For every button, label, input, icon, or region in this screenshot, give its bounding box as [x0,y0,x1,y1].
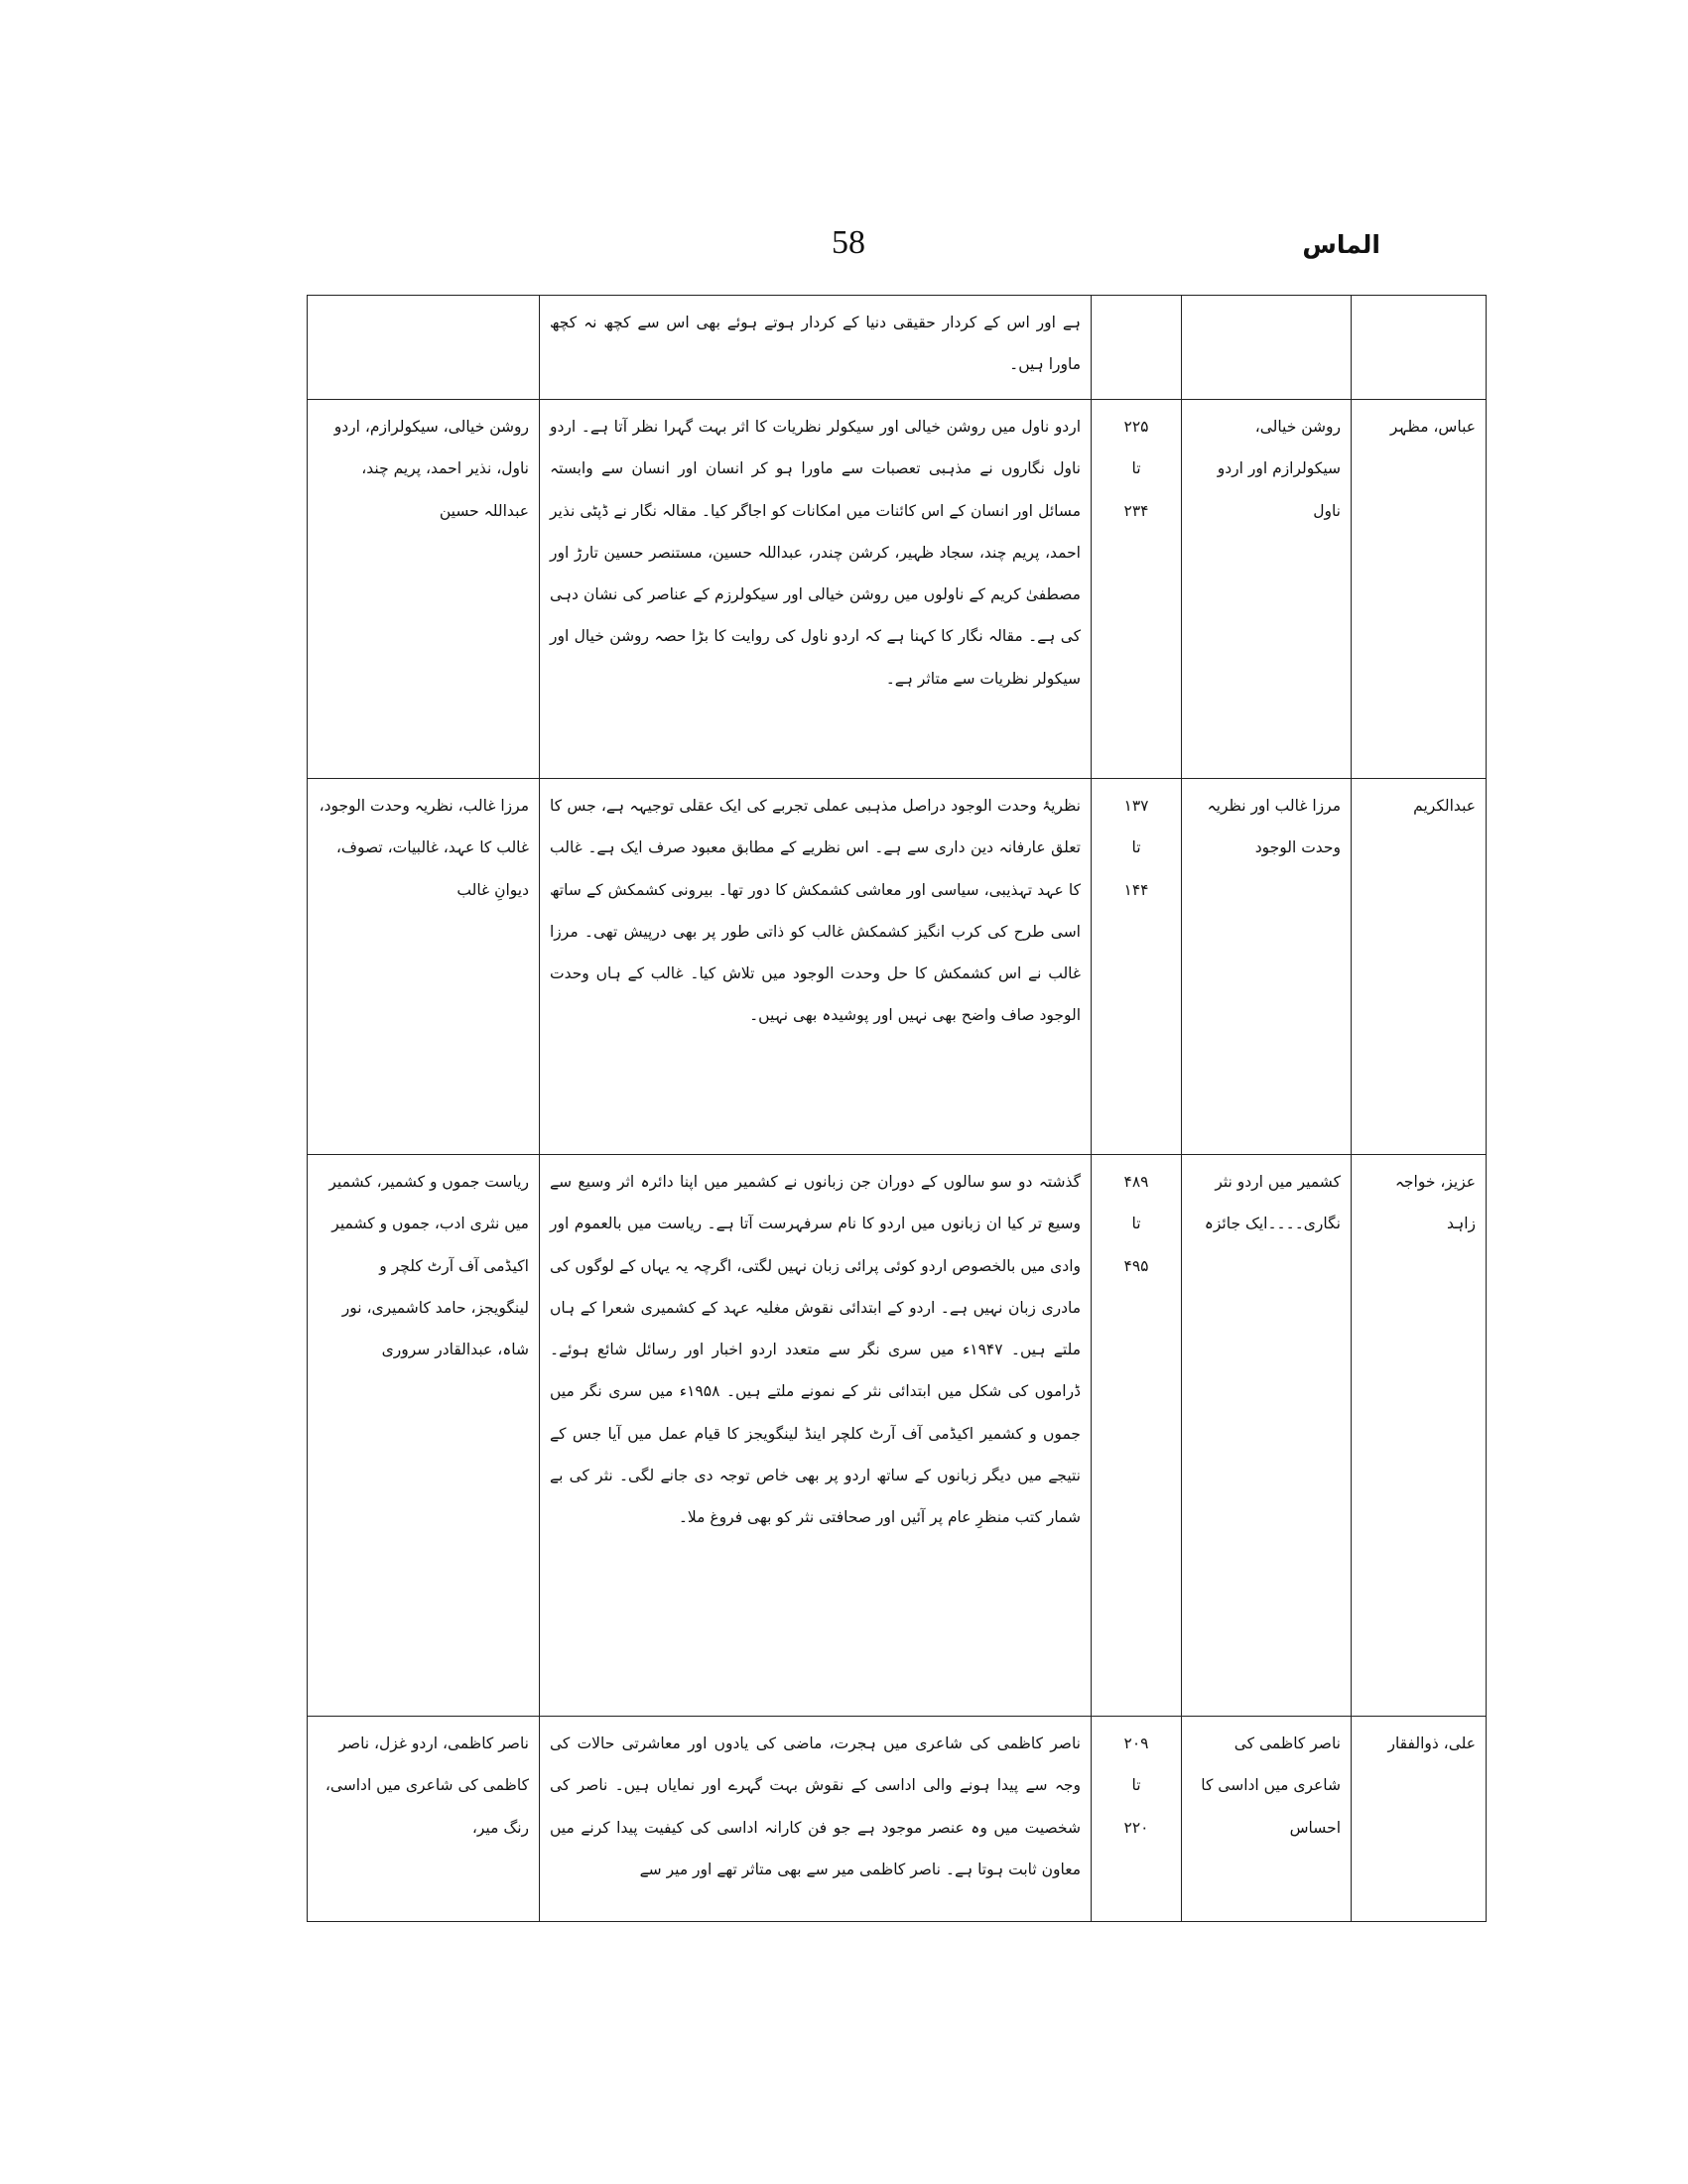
pages-to-word: تا [1131,1215,1141,1233]
table-row [308,779,1487,1155]
pages-to-word: تا [1131,838,1141,857]
pages-from: ۲۲۵ [1123,418,1149,436]
index-table [307,295,1487,1922]
keywords-cell: روشن خیالی، سیکولرازم، اردو ناول، نذیر احمد، پریم چند، عبداللہ حسین [308,400,540,779]
table-row [308,1717,1487,1922]
pages-cell [1092,400,1182,779]
table-row [308,1155,1487,1717]
pages-to: ۴۹۵ [1123,1256,1149,1275]
summary-cell: اردو ناول میں روشن خیالی اور سیکولر نظریات کا اثر بہت گہرا نظر آتا ہے۔ اردو ناول نگاروں نے مذہبی تعصبات سے ماورا ہو کر انسان اور انسان سے وابستہ مسائل اور انسان کے اس کائنات میں امکانات کو اجاگر کیا۔ مقالہ نگار نے ڈپٹی نذیر احمد، پریم چند، سجاد ظہیر، کرشن چندر، عبداللہ حسین، مستنصر حسین تارڑ اور مصطفیٰ کریم کے ناولوں میں روشن خیالی اور سیکولرزم کے عناصر کی نشان دہی کی ہے۔ مقالہ نگار کا کہنا ہے کہ اردو ناول کی روایت کا بڑا حصہ روشن خیال اور سیکولر نظریات سے متاثر ہے۔ [540,400,1092,779]
keywords-cell: ریاست جموں و کشمیر، کشمیر میں نثری ادب، جموں و کشمیر اکیڈمی آف آرٹ کلچر و لینگویجز، حامد کاشمیری، نور شاہ، عبدالقادر سروری [308,1155,540,1717]
keywords-cell: مرزا غالب، نظریہ وحدت الوجود، غالب کا عہد، غالبیات، تصوف، دیوانِ غالب [308,779,540,1155]
table-row [308,296,1487,400]
page-header [0,224,1688,274]
title-cell: ناصر کاظمی کی شاعری میں اداسی کا احساس [1182,1717,1352,1922]
author-cell: عبدالکریم [1352,779,1487,1155]
summary-cell: ہے اور اس کے کردار حقیقی دنیا کے کردار ہوتے ہوئے بھی اس سے کچھ نہ کچھ ماورا ہیں۔ [540,296,1092,400]
pages-from: ۲۰۹ [1123,1734,1149,1752]
table-row [308,400,1487,779]
pages-from: ۱۳۷ [1123,797,1149,815]
pages-to: ۱۴۴ [1123,880,1149,899]
pages-cell [1092,779,1182,1155]
pages-to: ۲۳۴ [1123,501,1149,520]
keywords-cell: ناصر کاظمی، اردو غزل، ناصر کاظمی کی شاعری میں اداسی، رنگ میر، [308,1717,540,1922]
title-cell: کشمیر میں اردو نثر نگاری۔۔۔۔ایک جائزہ [1182,1155,1352,1717]
pages-from: ۴۸۹ [1123,1173,1149,1191]
author-cell: عزیز، خواجہ زاہد [1352,1155,1487,1717]
summary-cell: نظریۂ وحدت الوجود دراصل مذہبی عملی تجربے کی ایک عقلی توجیہہ ہے، جس کا تعلق عارفانہ دین داری سے ہے۔ اس نظریے کے مطابق معبود صرف ایک ہے۔ غالب کا عہد تہذیبی، سیاسی اور معاشی کشمکش کا دور تھا۔ بیرونی کشمکش کے ساتھ اسی طرح کی کرب انگیز کشمکش غالب کو ذاتی طور پر بھی درپیش تھی۔ مرزا غالب نے اس کشمکش کا حل وحدت الوجود میں تلاش کیا۔ غالب کے ہاں وحدت الوجود صاف واضح بھی نہیں اور پوشیدہ بھی نہیں۔ [540,779,1092,1155]
title-cell [1182,296,1352,400]
title-cell: مرزا غالب اور نظریہ وحدت الوجود [1182,779,1352,1155]
journal-title: الماس [1302,230,1380,259]
summary-cell: گذشتہ دو سو سالوں کے دوران جن زبانوں نے کشمیر میں اپنا دائرہ اثر وسیع سے وسیع تر کیا ان زبانوں میں اردو کا نام سرفہرست آتا ہے۔ ریاست میں بالعموم اور وادی میں بالخصوص اردو کوئی پرائی زبان نہیں لگتی، اگرچہ یہ یہاں کے لوگوں کی مادری زبان نہیں ہے۔ اردو کے ابتدائی نقوش مغلیہ عہد کے کشمیری شعرا کے ہاں ملتے ہیں۔ ۱۹۴۷ء میں سری نگر سے متعدد اردو اخبار اور رسائل شائع ہوئے۔ ڈراموں کی شکل میں ابتدائی نثر کے نمونے ملتے ہیں۔ ۱۹۵۸ء میں سری نگر میں جموں و کشمیر اکیڈمی آف آرٹ کلچر اینڈ لینگویجز کا قیام عمل میں آیا جس کے نتیجے میں دیگر زبانوں کے ساتھ اردو پر بھی خاص توجہ دی جانے لگی۔ نثر کی بے شمار کتب منظرِ عام پر آئیں اور صحافتی نثر کو بھی فروغ ملا۔ [540,1155,1092,1717]
pages-to-word: تا [1131,459,1141,478]
author-cell: عباس، مظہر [1352,400,1487,779]
pages-to-word: تا [1131,1776,1141,1795]
pages-cell [1092,296,1182,400]
author-cell [1352,296,1487,400]
summary-cell: ناصر کاظمی کی شاعری میں ہجرت، ماضی کی یادوں اور معاشرتی حالات کی وجہ سے پیدا ہونے والی اداسی کے نقوش بہت گہرے اور نمایاں ہیں۔ ناصر کی شخصیت میں وہ عنصر موجود ہے جو فن کارانہ اداسی کی کیفیت پیدا کرنے میں معاون ثابت ہوتا ہے۔ ناصر کاظمی میر سے بھی متاثر تھے اور میر سے [540,1717,1092,1922]
author-cell: علی، ذوالفقار [1352,1717,1487,1922]
title-cell: روشن خیالی، سیکولرازم اور اردو ناول [1182,400,1352,779]
pages-cell [1092,1155,1182,1717]
keywords-cell [308,296,540,400]
pages-to: ۲۲۰ [1123,1818,1149,1837]
pages-cell [1092,1717,1182,1922]
page-number: 58 [832,224,865,261]
